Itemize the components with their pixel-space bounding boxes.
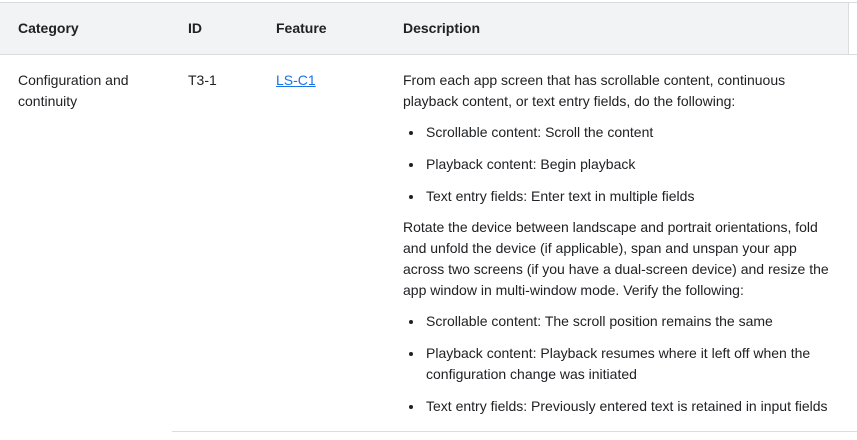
- header-row: [0, 3, 857, 55]
- description-paragraph-2: Rotate the device between landscape and portrait orientations, fold and unfold the device (if applicable), span and unspan your app across two screens (if you have a dual-screen device) and resize the app window in multi-window mode. Verify the following:: [403, 219, 829, 298]
- list-item: • Scrollable content: Scroll the content: [424, 122, 841, 143]
- column-header-feature: Feature: [260, 3, 387, 55]
- category-cell: Configuration and continuity: [18, 72, 129, 109]
- column-header-category: Category: [0, 3, 172, 55]
- quality-criteria-table: [0, 2, 857, 432]
- feature-link[interactable]: LS-C1: [276, 72, 316, 88]
- list-item: • Text entry fields: Previously entered text is retained in input fields: [424, 396, 841, 417]
- description-paragraph-1: From each app screen that has scrollable content, continuous playback content, or text entry fields, do the following:: [403, 72, 786, 109]
- column-header-id: ID: [172, 3, 260, 55]
- description-cell: [387, 55, 857, 432]
- list-item: • Playback content: Begin playback: [424, 154, 841, 175]
- setup-actions-list: [403, 122, 841, 207]
- table-row: [0, 55, 857, 432]
- column-header-description: Description: [387, 3, 857, 55]
- list-item: • Scrollable content: The scroll position remains the same: [424, 311, 841, 332]
- verify-actions-list: [403, 311, 841, 417]
- list-item: • Playback content: Playback resumes where it left off when the configuration change was initiated: [424, 343, 841, 385]
- list-item: • Text entry fields: Enter text in multiple fields: [424, 186, 841, 207]
- test-id-cell: T3-1: [172, 55, 260, 432]
- feature-cell: [260, 55, 387, 432]
